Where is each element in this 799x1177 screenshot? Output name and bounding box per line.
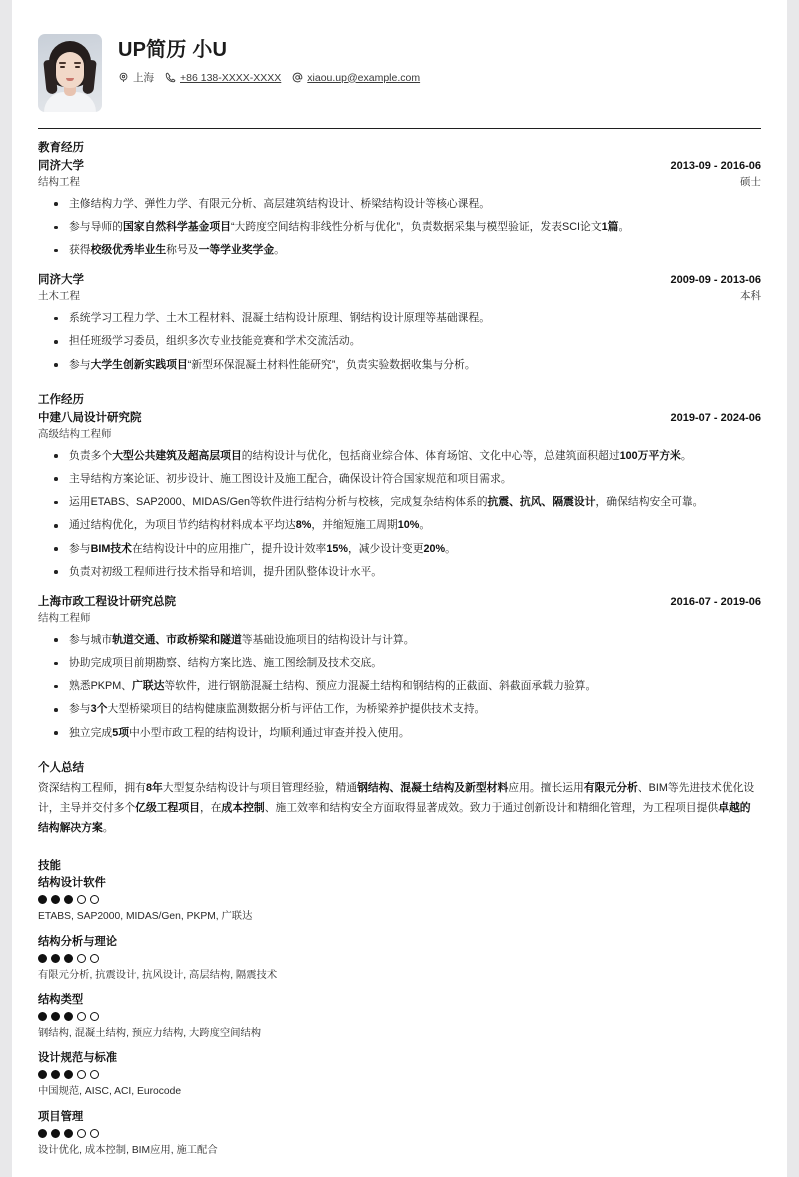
experience-entry bbox=[38, 594, 761, 742]
bullet-item: 熟悉PKPM、广联达等软件，进行钢筋混凝土结构、预应力混凝土结构和钢结构的正截面、斜截面承载力验算。 bbox=[38, 678, 761, 695]
entry-organization: 同济大学 bbox=[38, 274, 84, 287]
experience-entry bbox=[38, 272, 761, 373]
bullet-item: 系统学习工程力学、土木工程材料、混凝土结构设计原理、钢结构设计原理等基础课程。 bbox=[38, 310, 761, 327]
rating-dot-filled bbox=[64, 954, 73, 963]
skill-group bbox=[38, 1050, 761, 1099]
at-sign-icon bbox=[292, 72, 303, 83]
summary-text: 资深结构工程师，拥有8年大型复杂结构设计与项目管理经验，精通钢结构、混凝土结构及新型材料应用。擅长运用有限元分析、BIM等先进技术优化设计，主导并交付多个亿级工程项目，在成本控制、施工效率和结构安全方面取得显著成效。致力于通过创新设计和精细化管理，为工程项目提供卓越的结构解决方案。 bbox=[38, 781, 755, 834]
skill-groups bbox=[38, 875, 761, 1158]
experience-entry bbox=[38, 158, 761, 259]
entry-header-row bbox=[38, 594, 761, 611]
rating-dot-filled bbox=[64, 895, 73, 904]
contact-list bbox=[118, 70, 426, 85]
rating-dot-filled bbox=[64, 1070, 73, 1079]
skill-group-name: 结构设计软件 bbox=[38, 877, 106, 890]
rating-dot-empty bbox=[77, 1070, 86, 1079]
entry-header-row bbox=[38, 410, 761, 427]
email-text[interactable]: xiaou.up@example.com bbox=[307, 71, 421, 84]
rating-dot-filled bbox=[38, 954, 47, 963]
skill-group bbox=[38, 875, 761, 924]
skill-group-name: 项目管理 bbox=[38, 1110, 84, 1123]
bullet-item: 参与大学生创新实践项目“新型环保混凝土材料性能研究”，负责实验数据收集与分析。 bbox=[38, 357, 761, 374]
rating-dot-filled bbox=[38, 1070, 47, 1079]
rating-dot-empty bbox=[90, 954, 99, 963]
rating-dot-filled bbox=[51, 1070, 60, 1079]
entry-subheader-row bbox=[38, 175, 761, 190]
experience-entry bbox=[38, 410, 761, 581]
entry-dates: 2009-09 - 2013-06 bbox=[670, 274, 761, 287]
skill-group-name: 结构分析与理论 bbox=[38, 935, 118, 948]
bullet-item: 主修结构力学、弹性力学、有限元分析、高层建筑结构设计、桥梁结构设计等核心课程。 bbox=[38, 196, 761, 213]
entry-bullet-list bbox=[38, 632, 761, 742]
work-entries bbox=[38, 410, 761, 742]
avatar bbox=[38, 34, 102, 112]
education-entries bbox=[38, 158, 761, 374]
entry-role: 高级结构工程师 bbox=[38, 427, 112, 440]
rating-dot-empty bbox=[77, 1012, 86, 1021]
entry-bullet-list bbox=[38, 196, 761, 259]
contact-phone[interactable] bbox=[165, 72, 281, 84]
entry-subheader-row bbox=[38, 289, 761, 304]
skill-group bbox=[38, 992, 761, 1041]
bullet-item: 参与3个大型桥梁项目的结构健康监测数据分析与评估工作，为桥梁养护提供技术支持。 bbox=[38, 701, 761, 718]
entry-dates: 2019-07 - 2024-06 bbox=[670, 411, 761, 424]
bullet-item: 通过结构优化，为项目节约结构材料成本平均达8%，并缩短施工周期10%。 bbox=[38, 517, 761, 534]
skill-group bbox=[38, 934, 761, 983]
section-title-skills: 技能 bbox=[38, 859, 61, 872]
section-title-summary: 个人总结 bbox=[38, 761, 84, 774]
skill-level-rating bbox=[38, 954, 761, 963]
skill-group-name: 设计规范与标准 bbox=[38, 1052, 118, 1065]
location-pin-icon bbox=[118, 72, 129, 83]
location-text: 上海 bbox=[133, 72, 154, 84]
bullet-item: 参与BIM技术在结构设计中的应用推广，提升设计效率15%，减少设计变更20%。 bbox=[38, 541, 761, 558]
rating-dot-filled bbox=[51, 1012, 60, 1021]
bullet-item: 负责多个大型公共建筑及超高层项目的结构设计与优化，包括商业综合体、体育场馆、文化中心等，总建筑面积超过100万平方米。 bbox=[38, 448, 761, 465]
bullet-item: 主导结构方案论证、初步设计、施工图设计及施工配合，确保设计符合国家规范和项目需求。 bbox=[38, 471, 761, 488]
rating-dot-filled bbox=[38, 1012, 47, 1021]
entry-degree: 本科 bbox=[740, 289, 761, 302]
page-title: UP简历 小U bbox=[118, 39, 228, 61]
entry-dates: 2013-09 - 2016-06 bbox=[670, 159, 761, 172]
contact-location bbox=[118, 70, 154, 85]
skill-level-rating bbox=[38, 1070, 761, 1079]
rating-dot-filled bbox=[64, 1012, 73, 1021]
rating-dot-filled bbox=[38, 895, 47, 904]
section-summary bbox=[38, 760, 761, 839]
rating-dot-filled bbox=[51, 895, 60, 904]
entry-header-row bbox=[38, 272, 761, 289]
bullet-item: 运用ETABS、SAP2000、MIDAS/Gen等软件进行结构分析与校核，完成复杂结构体系的抗震、抗风、隔震设计，确保结构安全可靠。 bbox=[38, 494, 761, 511]
section-title-work: 工作经历 bbox=[38, 393, 84, 406]
skill-level-rating bbox=[38, 1012, 761, 1021]
section-work bbox=[38, 392, 761, 742]
skill-items: 中国规范, AISC, ACI, Eurocode bbox=[38, 1086, 182, 1098]
section-skills bbox=[38, 858, 761, 1159]
skill-items: 有限元分析, 抗震设计, 抗风设计, 高层结构, 隔震技术 bbox=[38, 969, 278, 981]
skill-items: 钢结构, 混凝土结构, 预应力结构, 大跨度空间结构 bbox=[38, 1027, 262, 1039]
resume-page bbox=[12, 0, 787, 1177]
header-divider bbox=[38, 128, 761, 129]
entry-role: 结构工程师 bbox=[38, 611, 91, 624]
skill-items: 设计优化, 成本控制, BIM应用, 施工配合 bbox=[38, 1144, 218, 1156]
phone-text[interactable]: +86 138-XXXX-XXXX bbox=[180, 71, 282, 84]
entry-organization: 同济大学 bbox=[38, 159, 84, 172]
rating-dot-empty bbox=[90, 1070, 99, 1079]
section-education bbox=[38, 140, 761, 373]
entry-dates: 2016-07 - 2019-06 bbox=[670, 595, 761, 608]
skill-items: ETABS, SAP2000, MIDAS/Gen, PKPM, 广联达 bbox=[38, 911, 253, 923]
skill-group bbox=[38, 1109, 761, 1158]
bullet-item: 协助完成项目前期勘察、结构方案比选、施工图绘制及技术交底。 bbox=[38, 655, 761, 672]
skill-group-name: 结构类型 bbox=[38, 993, 84, 1006]
entry-bullet-list bbox=[38, 448, 761, 581]
entry-subheader-row bbox=[38, 611, 761, 626]
skill-level-rating bbox=[38, 895, 761, 904]
entry-bullet-list bbox=[38, 310, 761, 373]
entry-degree: 硕士 bbox=[740, 175, 761, 188]
rating-dot-empty bbox=[77, 954, 86, 963]
section-title-education: 教育经历 bbox=[38, 142, 84, 154]
contact-email[interactable] bbox=[292, 72, 420, 84]
bullet-item: 担任班级学习委员，组织多次专业技能竞赛和学术交流活动。 bbox=[38, 333, 761, 350]
phone-icon bbox=[165, 72, 176, 83]
entry-role: 土木工程 bbox=[38, 289, 80, 302]
bullet-item: 参与城市轨道交通、市政桥梁和隧道等基础设施项目的结构设计与计算。 bbox=[38, 632, 761, 649]
rating-dot-filled bbox=[51, 954, 60, 963]
resume-header bbox=[38, 26, 761, 128]
entry-header-row bbox=[38, 158, 761, 175]
rating-dot-empty bbox=[90, 895, 99, 904]
entry-organization: 中建八局设计研究院 bbox=[38, 411, 142, 424]
entry-subheader-row bbox=[38, 427, 761, 442]
bullet-item: 负责对初级工程师进行技术指导和培训，提升团队整体设计水平。 bbox=[38, 564, 761, 581]
rating-dot-empty bbox=[77, 895, 86, 904]
bullet-item: 获得校级优秀毕业生称号及一等学业奖学金。 bbox=[38, 242, 761, 259]
entry-role: 结构工程 bbox=[38, 175, 80, 188]
bullet-item: 参与导师的国家自然科学基金项目“大跨度空间结构非线性分析与优化”，负责数据采集与模型验证，发表SCI论文1篇。 bbox=[38, 219, 761, 236]
bullet-item: 独立完成5项中小型市政工程的结构设计，均顺利通过审查并投入使用。 bbox=[38, 725, 761, 742]
rating-dot-empty bbox=[90, 1012, 99, 1021]
entry-organization: 上海市政工程设计研究总院 bbox=[38, 595, 176, 608]
